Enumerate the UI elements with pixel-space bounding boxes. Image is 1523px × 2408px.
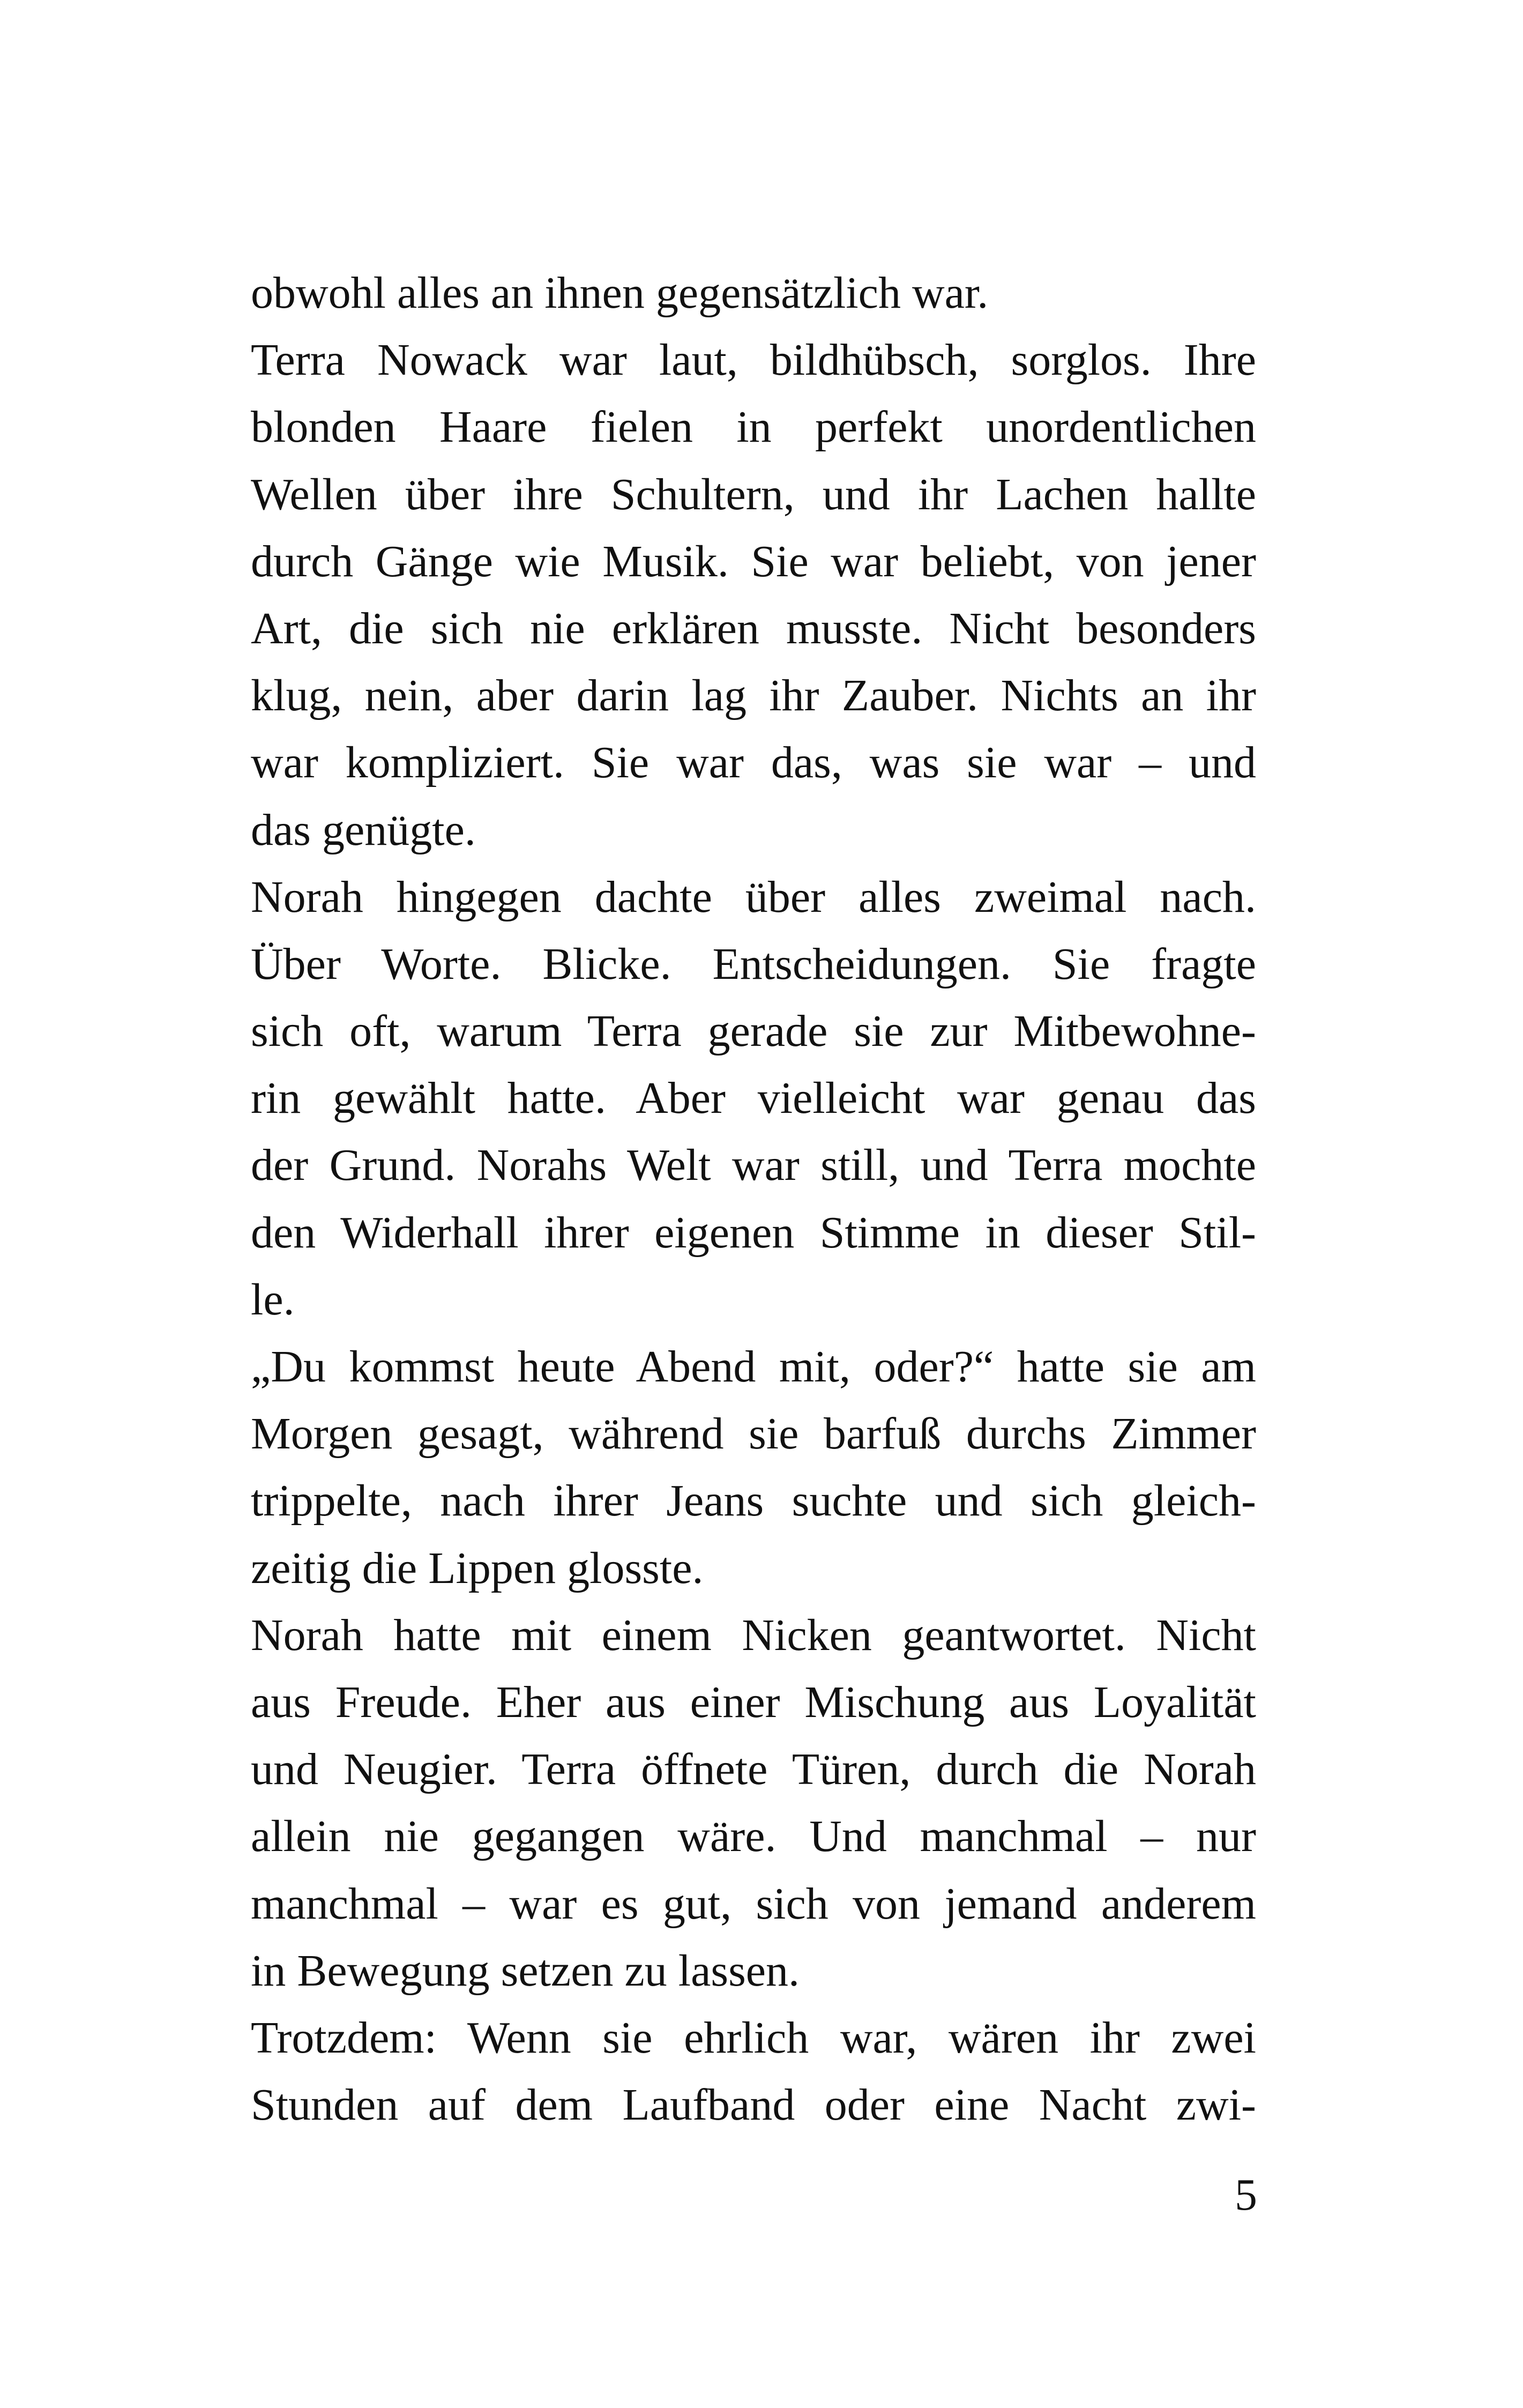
text-line: Norah hingegen dachte über alles zweimal nach. [251, 872, 1256, 922]
text-line: obwohl alles an ihnen gegensätzlich war. [251, 268, 989, 318]
text-line: aus Freude. Eher aus einer Mischung aus Loyalität [251, 1677, 1256, 1727]
text-line: Norah hatte mit einem Nicken geantwortet. Nicht [251, 1610, 1256, 1660]
text-line: klug, nein, aber darin lag ihr Zauber. Nichts an ihr [251, 671, 1256, 721]
text-line: Wellen über ihre Schultern, und ihr Lachen hallte [251, 469, 1256, 519]
text-line: Trotzdem: Wenn sie ehrlich war, wären ihr zwei [251, 2012, 1256, 2063]
text-line: das genügte. [251, 805, 476, 855]
text-line: und Neugier. Terra öffnete Türen, durch die Norah [251, 1744, 1256, 1795]
text-line: in Bewegung setzen zu lassen. [251, 1945, 800, 1996]
text-line: Terra Nowack war laut, bildhübsch, sorglos. Ihre [251, 335, 1256, 385]
text-line: rin gewählt hatte. Aber vielleicht war genau das [251, 1073, 1256, 1124]
text-line: Stunden auf dem Laufband oder eine Nacht zwi- [251, 2080, 1256, 2130]
body-text [251, 259, 1256, 2138]
text-line: blonden Haare fielen in perfekt unordentlichen [251, 402, 1256, 452]
text-line: „Du kommst heute Abend mit, oder?“ hatte sie am [251, 1342, 1256, 1392]
text-line: Art, die sich nie erklären musste. Nicht besonders [251, 603, 1256, 653]
text-line: trippelte, nach ihrer Jeans suchte und sich gleich- [251, 1476, 1256, 1526]
text-line: le. [251, 1274, 295, 1325]
text-line: Morgen gesagt, während sie barfuß durchs Zimmer [251, 1409, 1256, 1459]
text-line: der Grund. Norahs Welt war still, und Terra mochte [251, 1140, 1256, 1191]
text-line: manchmal – war es gut, sich von jemand anderem [251, 1878, 1256, 1929]
text-line: zeitig die Lippen glosste. [251, 1543, 704, 1593]
text-line: den Widerhall ihrer eigenen Stimme in dieser Stil- [251, 1207, 1256, 1258]
text-line: war kompliziert. Sie war das, was sie war – und [251, 738, 1256, 788]
text-line: Über Worte. Blicke. Entscheidungen. Sie fragte [251, 939, 1256, 989]
text-line: sich oft, warum Terra gerade sie zur Mitbewohne- [251, 1006, 1256, 1057]
text-line: durch Gänge wie Musik. Sie war beliebt, von jener [251, 536, 1256, 586]
page-number: 5 [1235, 2170, 1257, 2220]
text-line: allein nie gegangen wäre. Und manchmal – nur [251, 1811, 1256, 1862]
